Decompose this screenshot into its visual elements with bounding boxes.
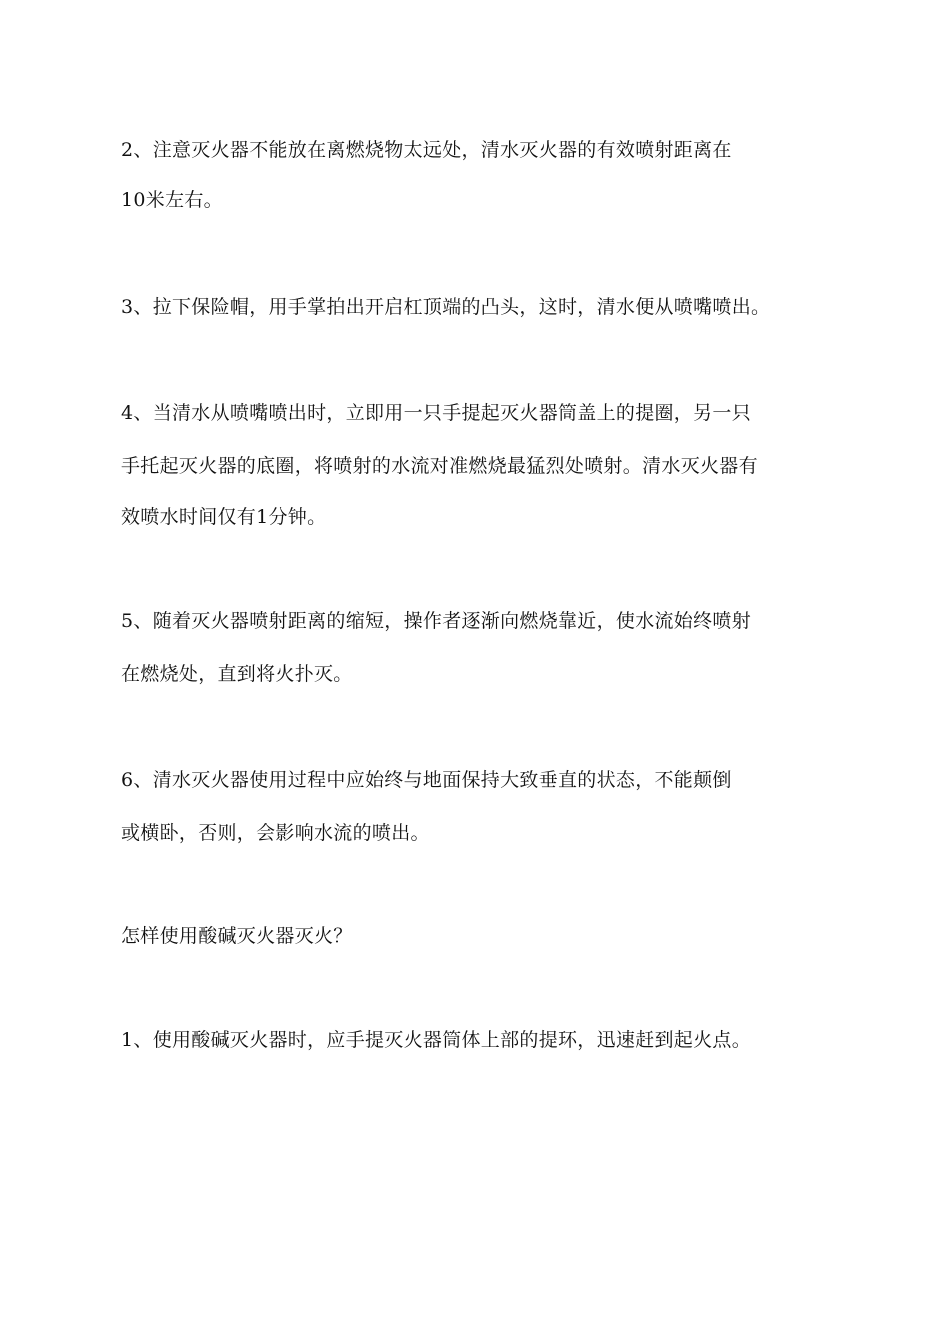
paragraph-1-line-1: 1、使用酸碱灭火器时，应手提灭火器筒体上部的提环，迅速赶到起火点。 (121, 1029, 751, 1051)
paragraph-5-line-2: 在燃烧处，直到将火扑灭。 (121, 663, 353, 685)
paragraph-4-line-3: 效喷水时间仅有1分钟。 (121, 506, 327, 528)
paragraph-2-line-1: 2、注意灭火器不能放在离燃烧物太远处，清水灭火器的有效喷射距离在 (121, 139, 732, 161)
paragraph-4-line-2: 手托起灭火器的底圈，将喷射的水流对准燃烧最猛烈处喷射。清水灭火器有 (121, 455, 758, 477)
section-heading: 怎样使用酸碱灭火器灭火？ (121, 925, 353, 947)
paragraph-5-line-1: 5、随着灭火器喷射距离的缩短，操作者逐渐向燃烧靠近，使水流始终喷射 (121, 610, 751, 632)
paragraph-2-line-2: 10米左右。 (121, 189, 223, 211)
paragraph-6-line-1: 6、清水灭火器使用过程中应始终与地面保持大致垂直的状态，不能颠倒 (121, 769, 732, 791)
paragraph-3-line-1: 3、拉下保险帽，用手掌拍出开启杠顶端的凸头，这时，清水便从喷嘴喷出。 (121, 296, 771, 318)
paragraph-6-line-2: 或横卧，否则，会影响水流的喷出。 (121, 822, 430, 844)
paragraph-4-line-1: 4、当清水从喷嘴喷出时，立即用一只手提起灭火器筒盖上的提圈，另一只 (121, 402, 751, 424)
